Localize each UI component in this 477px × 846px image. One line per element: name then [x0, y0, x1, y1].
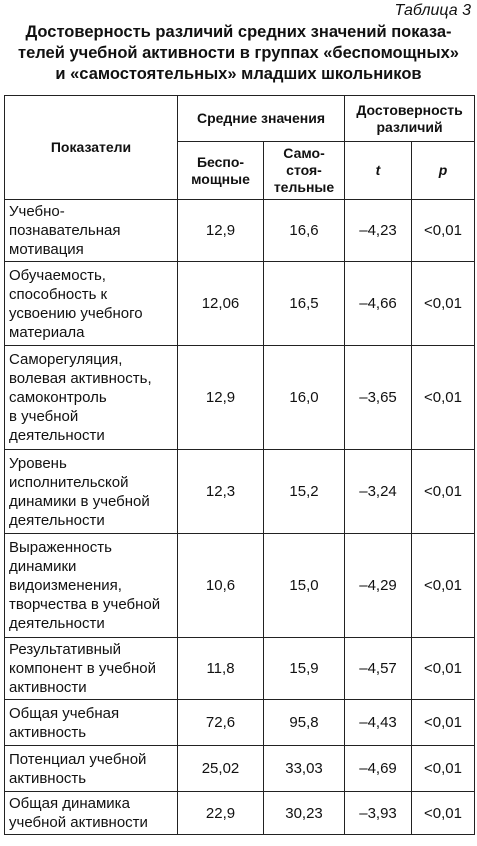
helpless-mean: 25,02: [178, 746, 264, 792]
indicator-name-line: материала: [9, 323, 85, 341]
t-value: –4,29: [345, 534, 412, 638]
table-row: [5, 746, 475, 792]
helpless-mean: 12,3: [178, 450, 264, 534]
indicator-name: [5, 200, 178, 262]
helpless-mean: 12,9: [178, 346, 264, 450]
header-independent: [264, 142, 345, 200]
header-independent-l2: стоя-: [286, 162, 322, 178]
indicator-name-line: деятельности: [9, 615, 105, 632]
table-row: [5, 700, 475, 746]
header-indicators: Показатели: [5, 96, 178, 200]
independent-mean: 95,8: [264, 700, 345, 746]
t-value: –4,57: [345, 638, 412, 700]
helpless-mean: 22,9: [178, 792, 264, 835]
independent-mean: 15,2: [264, 450, 345, 534]
helpless-mean: 72,6: [178, 700, 264, 746]
p-value: <0,01: [412, 700, 475, 746]
table-row: [5, 450, 475, 534]
indicator-name-line: Результативный: [9, 641, 122, 658]
helpless-mean: 12,9: [178, 200, 264, 262]
indicator-name-line: Выраженность: [9, 539, 112, 556]
indicator-name-line: Саморегуляция,: [9, 351, 123, 368]
caption-line: Достоверность различий средних значений показа-: [25, 23, 452, 41]
indicator-name-line: Общая учебная: [9, 704, 120, 722]
indicator-name-line: активность: [9, 723, 87, 741]
indicator-name-line: исполнительской: [9, 473, 129, 491]
p-value: <0,01: [412, 346, 475, 450]
p-value: <0,01: [412, 746, 475, 792]
header-t: t: [345, 142, 412, 200]
t-value: –3,65: [345, 346, 412, 450]
independent-mean: 15,9: [264, 638, 345, 700]
header-independent-l3: тельные: [273, 179, 335, 195]
indicator-name-line: деятельности: [9, 427, 105, 444]
independent-mean: 33,03: [264, 746, 345, 792]
header-independent-l1: Само-: [283, 145, 325, 161]
indicator-name: [5, 746, 178, 792]
header-significance-l1: Достоверность: [356, 101, 463, 118]
indicator-name-line: усвоению учебного: [9, 304, 143, 322]
helpless-mean: 11,8: [178, 638, 264, 700]
indicator-name-line: компонент в учебной: [9, 660, 157, 677]
table-row: [5, 792, 475, 835]
indicator-name-line: активность: [9, 769, 87, 787]
indicator-name-line: творчества в учебной: [9, 596, 161, 613]
table-number: Таблица 3: [394, 2, 471, 19]
indicator-name-line: видоизменения,: [9, 577, 122, 594]
indicator-name-line: познавательная: [9, 222, 121, 239]
helpless-mean: 12,06: [178, 262, 264, 346]
t-value: –3,93: [345, 792, 412, 835]
indicator-name-line: учебной активности: [9, 814, 148, 831]
header-significance: [345, 96, 475, 142]
indicator-name-line: Уровень: [9, 454, 67, 472]
indicator-name-line: самоконтроль: [9, 389, 107, 406]
indicator-name-line: способность к: [9, 285, 108, 303]
independent-mean: 16,5: [264, 262, 345, 346]
indicator-name-line: Учебно-: [9, 203, 65, 220]
table-row: [5, 346, 475, 450]
independent-mean: 15,0: [264, 534, 345, 638]
indicator-name-line: в учебной: [9, 408, 79, 425]
header-row: [5, 96, 475, 142]
table-row: [5, 262, 475, 346]
p-value: <0,01: [412, 450, 475, 534]
table-row: [5, 638, 475, 700]
indicator-name: [5, 262, 178, 346]
p-value: <0,01: [412, 534, 475, 638]
table-body: [5, 200, 475, 835]
t-value: –4,66: [345, 262, 412, 346]
table-caption: [0, 22, 477, 85]
indicator-name-line: волевая активность,: [9, 370, 152, 387]
indicator-name: [5, 346, 178, 450]
independent-mean: 30,23: [264, 792, 345, 835]
indicator-name-line: активности: [9, 679, 87, 696]
header-helpless-l1: Беспо-: [196, 153, 245, 170]
t-value: –3,24: [345, 450, 412, 534]
p-value: <0,01: [412, 792, 475, 835]
results-table: [4, 95, 475, 835]
independent-mean: 16,6: [264, 200, 345, 262]
indicator-name-line: динамики: [9, 558, 77, 575]
indicator-name-line: Обучаемость,: [9, 266, 106, 284]
helpless-mean: 10,6: [178, 534, 264, 638]
indicator-name: [5, 792, 178, 835]
header-helpless: [178, 142, 264, 200]
t-value: –4,23: [345, 200, 412, 262]
indicator-name-line: Общая динамика: [9, 795, 130, 812]
indicator-name: [5, 450, 178, 534]
indicator-name: [5, 638, 178, 700]
caption-line: телей учебной активности в группах «беспомощных»: [18, 44, 459, 62]
indicator-name-line: мотивация: [9, 241, 84, 258]
independent-mean: 16,0: [264, 346, 345, 450]
t-value: –4,69: [345, 746, 412, 792]
indicator-name-line: Потенциал учебной: [9, 750, 147, 768]
indicator-name-line: деятельности: [9, 511, 105, 529]
p-value: <0,01: [412, 200, 475, 262]
t-value: –4,43: [345, 700, 412, 746]
indicator-name: [5, 534, 178, 638]
p-value: <0,01: [412, 638, 475, 700]
header-means: Средние значения: [178, 96, 345, 142]
caption-line: и «самостоятельных» младших школьников: [55, 65, 422, 83]
table-row: [5, 200, 475, 262]
table-row: [5, 534, 475, 638]
header-significance-l2: различий: [376, 118, 443, 135]
p-value: <0,01: [412, 262, 475, 346]
header-p: p: [412, 142, 475, 200]
indicator-name-line: динамики в учебной: [9, 492, 150, 510]
header-helpless-l2: мощные: [191, 170, 250, 187]
indicator-name: [5, 700, 178, 746]
